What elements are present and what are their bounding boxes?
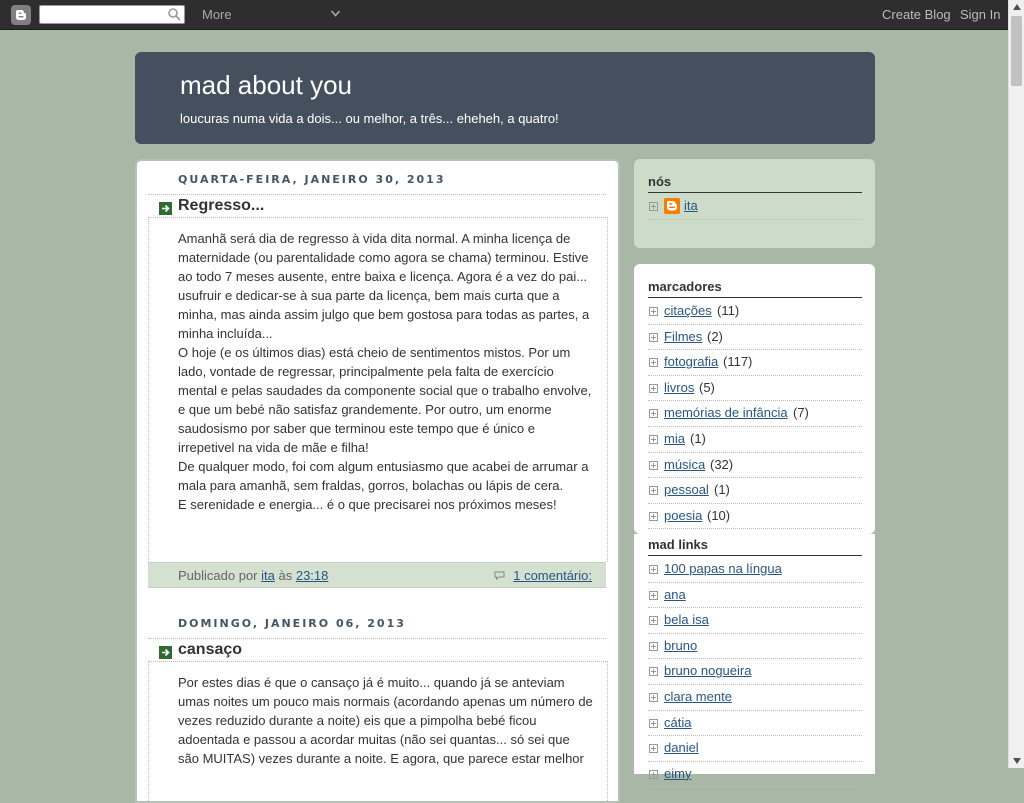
scroll-down-arrow-icon[interactable] (1013, 758, 1021, 764)
bullet-icon (649, 409, 658, 418)
at-label: às (278, 568, 293, 583)
bullet-icon (649, 486, 658, 495)
label-item[interactable] (648, 401, 862, 427)
bullet-icon (649, 770, 658, 779)
main-posts-column (135, 159, 620, 803)
label-name[interactable]: citações (664, 303, 712, 318)
bullet-icon (649, 435, 658, 444)
blog-link[interactable]: ana (664, 586, 686, 602)
scroll-up-arrow-icon[interactable] (1013, 4, 1021, 10)
widget-title: mad links (648, 537, 708, 552)
blog-link[interactable]: daniel (664, 740, 699, 756)
label-link[interactable] (664, 401, 788, 425)
post-body (178, 229, 594, 514)
bullet-icon (649, 384, 658, 393)
blog-link[interactable]: eimy (664, 765, 692, 781)
bullet-icon (649, 693, 658, 702)
link-item[interactable] (648, 685, 862, 711)
widget-divider (648, 192, 862, 193)
blog-description: loucuras numa vida a dois... ou melhor, a três... eheheh, a quatro! (180, 111, 559, 126)
blogger-navbar (0, 0, 1008, 30)
label-item[interactable] (648, 504, 862, 530)
chevron-down-icon[interactable] (330, 8, 341, 19)
label-count: (10) (707, 507, 731, 523)
post-arrow-icon (159, 646, 172, 659)
label-link[interactable] (664, 350, 718, 374)
label-item[interactable] (648, 453, 862, 479)
links-list (648, 557, 862, 787)
label-count: (1) (714, 482, 730, 498)
widget-title: nós (648, 174, 672, 189)
link-item[interactable] (648, 736, 862, 762)
post-paragraph: Amanhã será dia de regresso à vida dita normal. A minha licença de maternidade (ou parentalidade como agora se chama) terminou. Estive ao todo 7 meses ausente, entre baixa e licença. Agora é a vez do pai... usufruir e dedicar-se à sua parte da licença, bem mais curta que a minha, mas ainda assim julgo que bem gostosa para todas as partes, a minha incluída... (178, 231, 590, 341)
widget-title: marcadores (648, 279, 722, 294)
post-title[interactable]: cansaço (178, 641, 243, 658)
create-blog-link[interactable]: Create Blog (882, 7, 951, 22)
post-body (178, 673, 594, 768)
bullet-icon (649, 616, 658, 625)
label-item[interactable] (648, 299, 862, 325)
search-icon[interactable] (168, 8, 181, 21)
label-name[interactable]: poesia (664, 507, 703, 523)
published-by-label: Publicado por (178, 568, 258, 583)
label-count: (7) (793, 405, 809, 421)
bullet-icon (649, 591, 658, 600)
labels-list (648, 299, 862, 529)
list-item[interactable] (648, 194, 862, 220)
post-time-link[interactable]: 23:18 (295, 568, 329, 583)
bullet-icon (649, 565, 658, 574)
label-item[interactable] (648, 427, 862, 453)
profile-link[interactable]: ita (684, 198, 698, 213)
page-scrollbar[interactable] (1008, 0, 1024, 768)
blog-link[interactable]: bela isa (664, 612, 709, 628)
label-name[interactable]: Filmes (664, 328, 703, 344)
author-link[interactable]: ita (261, 568, 275, 583)
label-name[interactable]: pessoal (664, 482, 709, 498)
label-link[interactable] (664, 325, 702, 349)
label-name[interactable]: música (664, 456, 706, 472)
link-item[interactable] (648, 659, 862, 685)
blogger-profile-icon (664, 198, 680, 214)
post-footer (148, 562, 606, 588)
bullet-icon (649, 307, 658, 316)
post-paragraph: De qualquer modo, foi com algum entusiasmo que acabei de arrumar a mala para amanhã, sem fraldas, gorros, bolachas ou lápis de cera. (178, 459, 589, 493)
link-item[interactable] (648, 583, 862, 609)
post-paragraph: O hoje (e os últimos dias) está cheio de sentimentos mistos. Por um lado, vontade de regressar, principalmente pela falta de exercício mental e pelas saudades da componente social que o trabalho envolve, e que um bebé não satisfaz grandemente. Por outro, um enorme saudosismo por saber que terminou este tempo que é único e irrepetivel na vida de mãe e filha! (178, 345, 592, 455)
comment-icon (494, 571, 505, 580)
bullet-icon (649, 333, 658, 342)
post-paragraph: E serenidade e energia... é o que precisarei nos próximos meses! (178, 497, 557, 512)
post-title[interactable]: Regresso... (178, 197, 265, 214)
bullet-icon (649, 719, 658, 728)
bullet-icon (649, 202, 658, 211)
label-count: (117) (723, 354, 753, 370)
link-item[interactable] (648, 634, 862, 660)
label-name[interactable]: memórias de infância (664, 405, 788, 421)
label-link[interactable] (664, 453, 705, 477)
label-count: (5) (699, 379, 715, 395)
bullet-icon (649, 667, 658, 676)
bullet-icon (649, 512, 658, 521)
link-item[interactable] (648, 762, 862, 788)
label-item[interactable] (648, 325, 862, 351)
link-item[interactable] (648, 711, 862, 737)
link-item[interactable] (648, 557, 862, 583)
label-name[interactable]: livros (664, 379, 695, 395)
blogger-logo-icon[interactable] (11, 5, 31, 25)
label-link[interactable] (664, 504, 702, 528)
bullet-icon (649, 642, 658, 651)
widget-divider (648, 297, 862, 298)
post-title-row (148, 194, 606, 218)
post-title-row (148, 638, 606, 662)
blog-link[interactable]: bruno nogueira (664, 663, 752, 679)
post-paragraph: Por estes dias é que o cansaço já é muito... quando já se anteviam umas noites um pouco mais normais (acordando apenas um número de vezes reduzido durante a noite) eis que a pimpolha bebé ficou adoentada e passou a acordar muitas (não sei quantas... só sei que são MUITAS) vezes durante a noite. E agora, que parece estar melhor (178, 675, 593, 766)
label-count: (11) (717, 303, 740, 318)
label-item[interactable] (648, 478, 862, 504)
search-input[interactable] (39, 5, 185, 24)
post-date-header: QUARTA-FEIRA, JANEIRO 30, 2013 (178, 173, 446, 186)
comments-link[interactable]: 1 comentário: (513, 568, 592, 583)
label-name[interactable]: fotografia (664, 354, 719, 370)
more-menu[interactable]: More (202, 7, 232, 22)
post-byline (178, 568, 328, 583)
bullet-icon (649, 358, 658, 367)
label-count: (1) (690, 430, 706, 446)
blog-header (135, 52, 875, 144)
sign-in-link[interactable]: Sign In (960, 7, 1001, 22)
blog-link[interactable]: 100 papas na língua (664, 561, 782, 576)
widget-nos (634, 159, 875, 248)
label-link[interactable] (664, 299, 712, 323)
post-date-header: DOMINGO, JANEIRO 06, 2013 (178, 617, 406, 630)
blog-link[interactable]: bruno (664, 637, 698, 653)
widget-divider (648, 555, 862, 556)
bullet-icon (649, 744, 658, 753)
label-name[interactable]: mia (664, 430, 685, 446)
blog-title[interactable]: mad about you (180, 70, 353, 100)
link-item[interactable] (648, 608, 862, 634)
bullet-icon (649, 461, 658, 470)
label-count: (2) (707, 328, 723, 344)
scrollbar-thumb[interactable] (1011, 16, 1022, 86)
blog-link[interactable]: cátia (664, 714, 692, 730)
widget-marcadores (634, 264, 875, 534)
blog-link[interactable]: clara mente (664, 688, 732, 704)
label-link[interactable] (664, 376, 694, 400)
label-count: (32) (710, 456, 734, 472)
label-item[interactable] (648, 376, 862, 402)
post-arrow-icon (159, 202, 172, 215)
label-item[interactable] (648, 350, 862, 376)
nos-list (648, 194, 862, 220)
label-link[interactable] (664, 478, 709, 502)
label-link[interactable] (664, 427, 685, 451)
widget-mad-links (634, 534, 875, 781)
